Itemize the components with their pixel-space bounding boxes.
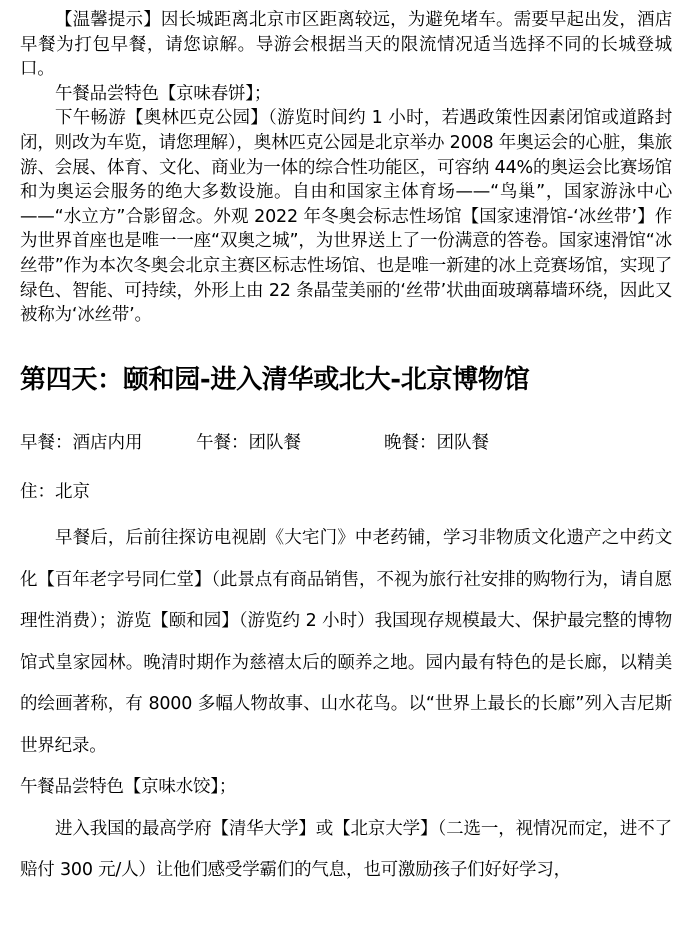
lunch-note-spring-pancake: 午餐品尝特色【京味春饼】； bbox=[55, 83, 272, 104]
accommodation-info: 住：北京 bbox=[20, 482, 90, 502]
day3-continuation bbox=[20, 8, 672, 328]
day4-meals bbox=[20, 430, 489, 456]
dinner-info: 晚餐：团队餐 bbox=[384, 433, 489, 453]
reminder-paragraph: 【温馨提示】因长城距离北京市区距离较远，为避免堵车。需要早起出发，酒店早餐为打包早餐，请您谅解。导游会根据当天的限流情况适当选择不同的长城登城口。 bbox=[20, 10, 672, 80]
lunch-info: 午餐：团队餐 bbox=[196, 433, 301, 453]
lunch-note-dumplings: 午餐品尝特色【京味水饺】； bbox=[20, 777, 237, 797]
olympic-park-paragraph: 下午畅游【奥林匹克公园】（游览时间约 1 小时，若遇政策性因素闭馆或道路封闭，则改为车览，请您理解），奥林匹克公园是北京举办 2008 年奥运会的心脏，集旅游、会展、体育、文化、商业为一体的综合性功能区，可容纳 44%的奥运会比赛场馆和为奥运会服务的绝大多数设施。自由和国家主体育场——“鸟巢”，国家游泳中心——“水立方”合影留念。外观 2022 年冬奥会标志性场馆【国家速滑馆-‘冰丝带’】作为世界首座也是唯一一座“双奥之城”，为世界送上了一份满意的答卷。国家速滑馆“冰丝带”作为本次冬奥会北京主赛区标志性场馆、也是唯一新建的冰上竞赛场馆，实现了绿色、智能、可持续，外形上由 22 条晶莹美丽的‘丝带’状曲面玻璃幕墙环绕，因此又被称为‘冰丝带’。 bbox=[20, 108, 672, 326]
day4-heading: 第四天：颐和园-进入清华或北大-北京博物馆 bbox=[20, 365, 530, 395]
day4-description bbox=[20, 518, 672, 892]
summer-palace-paragraph: 早餐后，后前往探访电视剧《大宅门》中老药铺，学习非物质文化遗产之中药文化【百年老字号同仁堂】（此景点有商品销售，不视为旅行社安排的购物行为，请自愿理性消费）；游览【颐和园】（游览约 2 小时）我国现存规模最大、保护最完整的博物馆式皇家园林。晚清时期作为慈禧太后的颐养之地。园内最有特色的是长廊，以精美的绘画著称，有 8000 多幅人物故事、山水花鸟。以“世界上最长的长廊”列入吉尼斯世界纪录。 bbox=[20, 528, 672, 756]
university-paragraph: 进入我国的最高学府【清华大学】或【北京大学】（二选一，视情况而定，进不了赔付 300 元/人）让他们感受学霸们的气息，也可激励孩子们好好学习， bbox=[20, 818, 672, 880]
breakfast-info: 早餐：酒店内用 bbox=[20, 433, 143, 453]
